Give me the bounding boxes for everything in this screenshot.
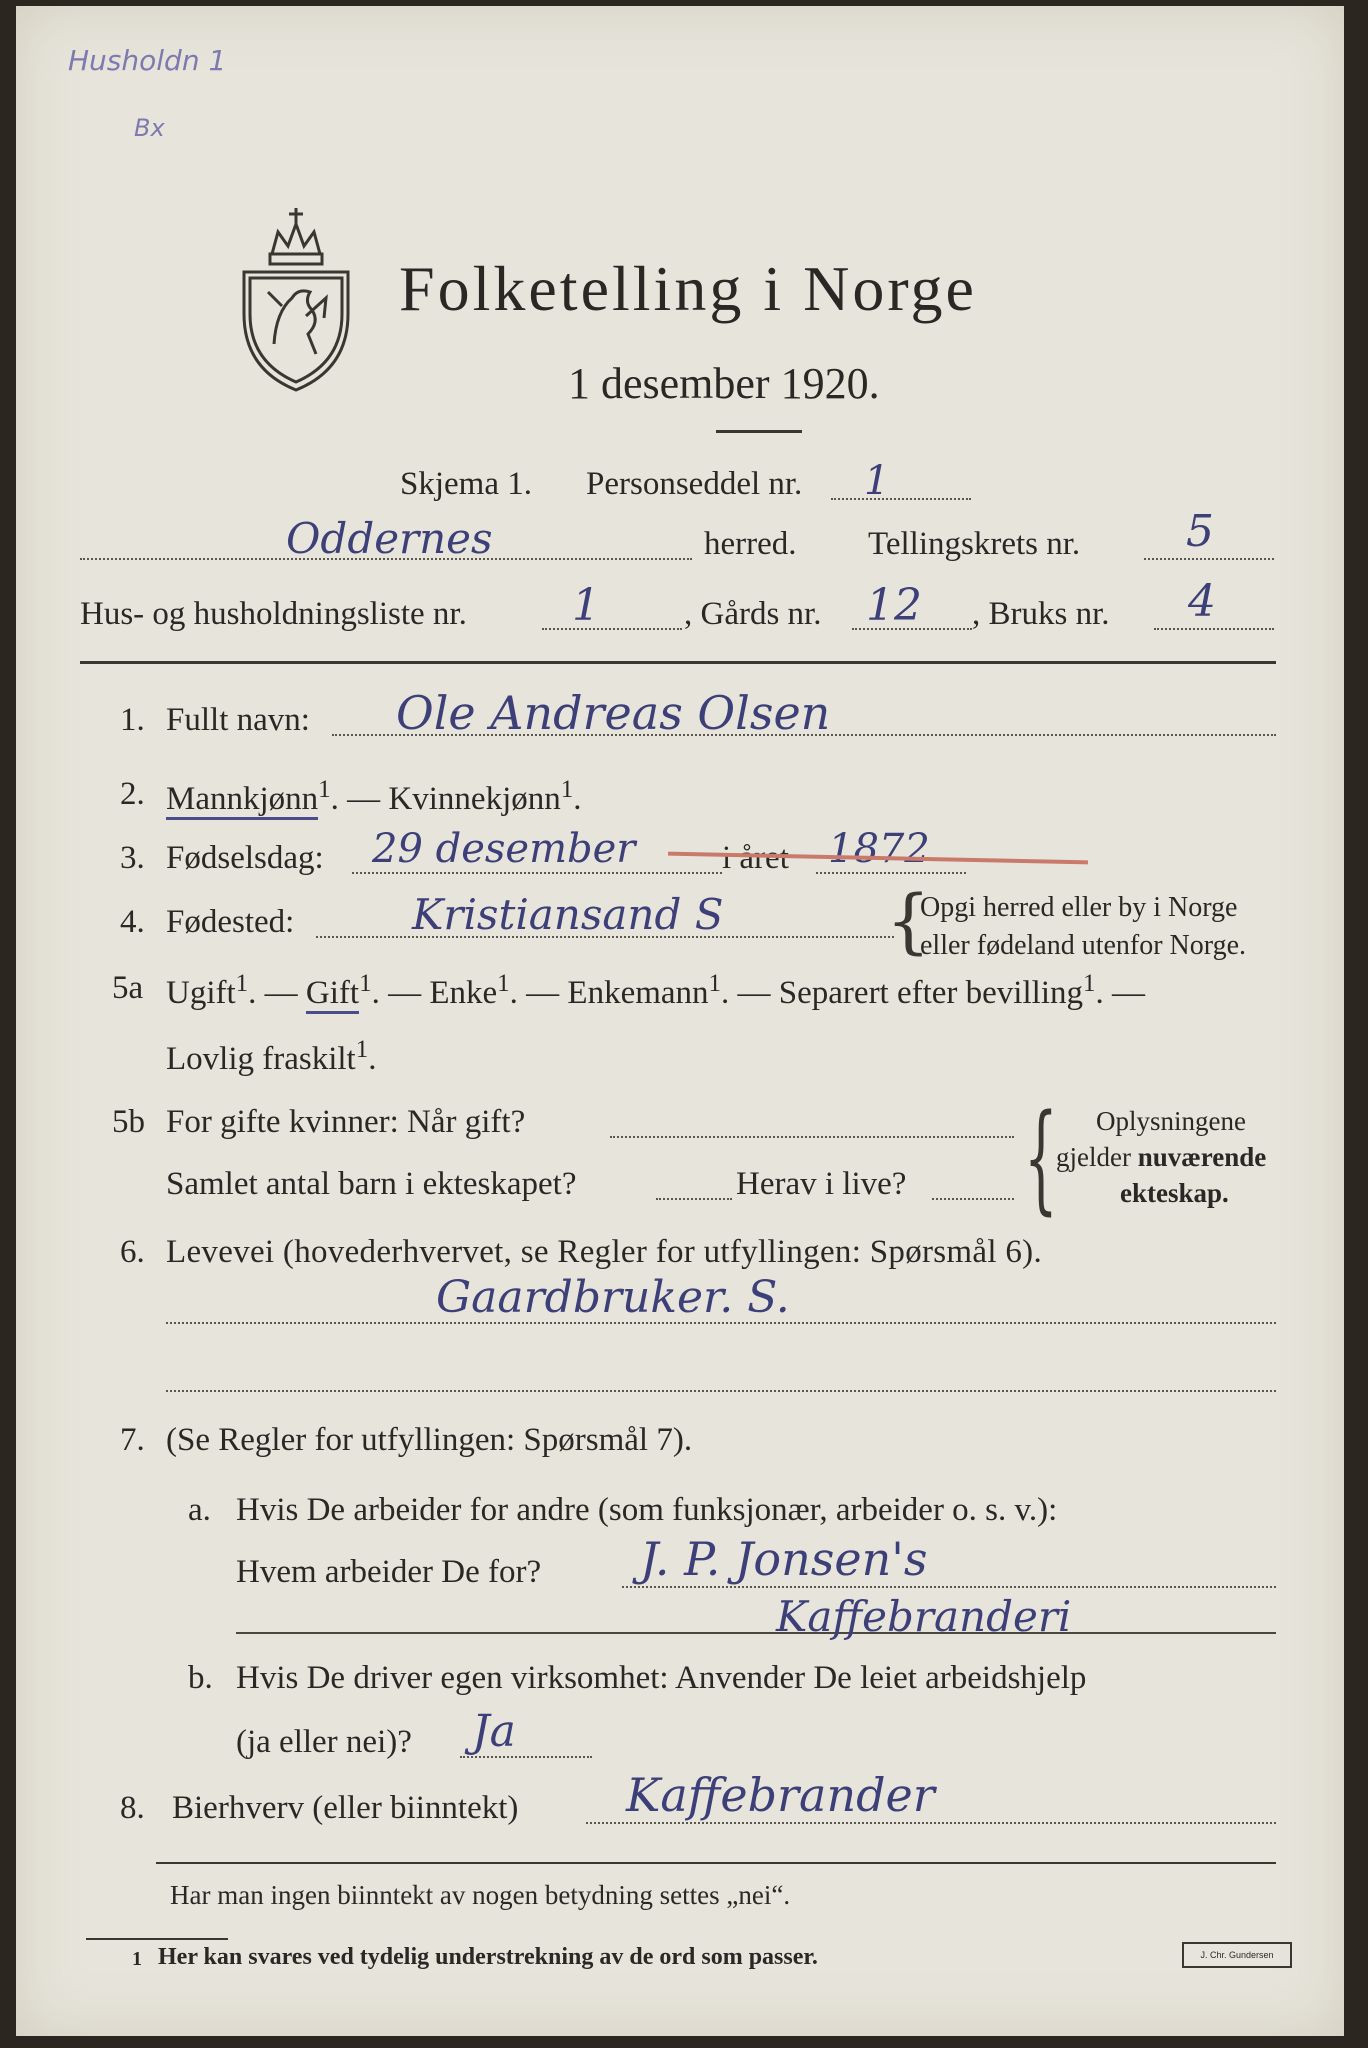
q7b-letter: b. (188, 1660, 213, 1696)
q5a-number: 5a (112, 970, 144, 1006)
footer-note: Har man ingen biinntekt av nogen betydning settes „nei“. (170, 1880, 791, 1910)
mann-option: Mannkjønn (166, 781, 318, 820)
q7a-label: Hvis De arbeider for andre (som funksjonær, arbeider o. s. v.): (236, 1492, 1058, 1528)
section-divider (80, 661, 1276, 664)
occupation-value: Gaardbruker. S. (436, 1272, 790, 1323)
birth-year-value: 1872 (828, 826, 930, 872)
q2-number: 2. (120, 776, 145, 812)
pencil-note: Husholdn 1 (68, 44, 227, 77)
q1-label: Fullt navn: (166, 702, 310, 738)
q5b-number: 5b (112, 1104, 145, 1140)
gards-value: 12 (866, 580, 922, 631)
employer-value-2: Kaffebranderi (776, 1592, 1072, 1641)
birthplace-value: Kristiansand S (412, 890, 724, 939)
q3-number: 3. (120, 840, 145, 876)
q5a-lovlig: Lovlig fraskilt$^1$. (166, 1036, 377, 1077)
coat-of-arms-icon (234, 194, 358, 394)
hus-value: 1 (572, 580, 600, 631)
q7-number: 7. (120, 1422, 145, 1458)
q4-note-2: eller fødeland utenfor Norge. (920, 930, 1247, 961)
census-form (16, 6, 1344, 2036)
q7b-label: Hvis De driver egen virksomhet: Anvender De leiet arbeidshjelp (236, 1660, 1087, 1696)
printer-stamp: J. Chr. Gundersen (1182, 1942, 1292, 1968)
q6-label: Levevei (hovederhvervet, se Regler for utfyllingen: Spørsmål 6). (166, 1234, 1043, 1270)
gards-label: , Gårds nr. (684, 596, 822, 632)
q6-number: 6. (120, 1234, 145, 1270)
q2-options: Mannkjønn$^1$. — Kvinnekjønn$^1$. (166, 776, 582, 818)
side-income-value: Kaffebrander (626, 1768, 935, 1822)
year-label: i året (722, 840, 789, 876)
q3-label: Fødselsdag: (166, 840, 324, 876)
personseddel-value: 1 (864, 458, 890, 504)
birth-date-value: 29 desember (372, 826, 636, 872)
q5b-label-2: Samlet antal barn i ekteskapet? (166, 1166, 577, 1202)
form-date: 1 desember 1920. (568, 359, 880, 408)
pencil-mark: Bx (134, 114, 165, 142)
q1-number: 1. (120, 702, 145, 738)
gift-option: Gift (306, 975, 359, 1014)
full-name-value: Ole Andreas Olsen (396, 686, 831, 740)
tellingskrets-value: 5 (1186, 506, 1214, 557)
q4-note-1: Opgi herred eller by i Norge (920, 892, 1238, 923)
q7a-letter: a. (188, 1492, 211, 1528)
q8-label: Bierhverv (eller biinntekt) (172, 1790, 519, 1826)
brace-icon-2: { (1024, 1088, 1058, 1226)
q5a-options: Ugift$^1$. — Gift$^1$. — Enke$^1$. — Enkemann$^1$. — Separert efter bevilling$^1$. — (166, 970, 1145, 1012)
personseddel-label: Personseddel nr. (586, 466, 803, 502)
brace-icon: { (886, 880, 931, 962)
employer-value-1: J. P. Jonsen's (640, 1532, 928, 1586)
tellingskrets-label: Tellingskrets nr. (868, 526, 1081, 562)
bruks-label: , Bruks nr. (972, 596, 1110, 632)
q5b-note-2: gjelder nuværende (1056, 1142, 1267, 1172)
bruks-value: 4 (1188, 576, 1216, 627)
hired-help-value: Ja (472, 1706, 516, 1757)
q5b-label-3: Herav i live? (736, 1166, 907, 1202)
q7-label: (Se Regler for utfyllingen: Spørsmål 7). (166, 1422, 693, 1458)
herred-label: herred. (704, 526, 797, 562)
q7a-question: Hvem arbeider De for? (236, 1554, 542, 1590)
footnote-mark: 1 (132, 1948, 142, 1970)
schema-label: Skjema 1. (400, 466, 532, 502)
q4-label: Fødested: (166, 904, 295, 940)
kvinne-option: Kvinnekjønn (388, 781, 561, 817)
footnote-text: Her kan svares ved tydelig understrekning av de ord som passer. (158, 1944, 818, 1970)
q5b-label-1: For gifte kvinner: Når gift? (166, 1104, 526, 1140)
form-title: Folketelling i Norge (399, 253, 977, 324)
q5b-note-3: ekteskap. (1120, 1178, 1229, 1208)
herred-value: Oddernes (286, 514, 493, 563)
q8-number: 8. (120, 1790, 145, 1826)
title-divider (716, 430, 802, 433)
q4-number: 4. (120, 904, 145, 940)
q7b-question: (ja eller nei)? (236, 1724, 412, 1760)
hus-label: Hus- og husholdningsliste nr. (80, 596, 467, 632)
q5b-note-1: Oplysningene (1096, 1106, 1246, 1136)
